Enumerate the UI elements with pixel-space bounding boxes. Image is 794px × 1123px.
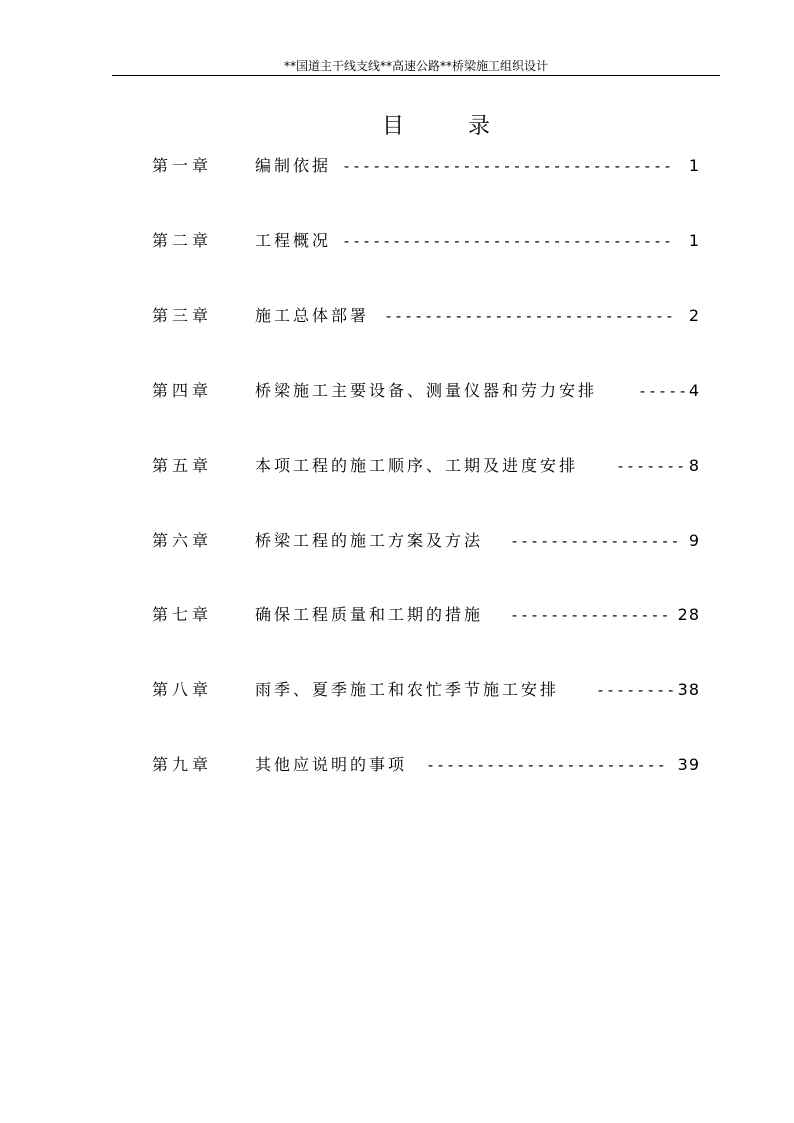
toc-chapter-label: 第六章 [152,531,213,550]
toc-entry-title: 其他应说明的事项 [255,755,408,774]
toc-leader: --------------------------------- [342,232,674,250]
toc-leader: --------------------------------- [342,157,674,175]
toc-page-number: 9 [688,531,700,550]
toc-entry[interactable] [152,602,702,628]
running-header: **国道主干线支线**高速公路**桥梁施工组织设计 [283,59,548,73]
toc-page-number: 8 [688,456,700,475]
toc-page-number: 2 [688,306,700,325]
toc-leader: ----- [638,382,689,400]
toc-chapter-label: 第二章 [152,231,213,250]
toc-page-number: 1 [688,231,700,250]
toc-entry-title: 编制依据 [255,156,332,175]
toc-page-number: 1 [688,156,700,175]
toc-chapter-label: 第七章 [152,605,213,624]
toc-leader: ----------------- [510,532,681,550]
toc-chapter-label: 第九章 [152,755,213,774]
toc-entry[interactable] [152,752,702,778]
toc-chapter-label: 第一章 [152,156,213,175]
toc-entry-title: 工程概况 [255,231,332,250]
toc-page-number: 4 [688,381,700,400]
toc-page-number: 38 [677,680,700,699]
toc-entry[interactable] [152,677,702,703]
toc-leader: ---------------- [510,606,671,624]
toc-entry[interactable] [152,453,702,479]
toc-chapter-label: 第八章 [152,680,213,699]
toc-entry-title: 雨季、夏季施工和农忙季节施工安排 [255,680,560,699]
toc-leader: -------- [596,681,677,699]
toc-entry[interactable] [152,303,702,329]
toc-entry[interactable] [152,153,702,179]
toc-entry[interactable] [152,528,702,554]
toc-entry-title: 桥梁施工主要设备、测量仪器和劳力安排 [255,381,598,400]
toc-page-number: 28 [677,605,700,624]
toc-page-number: 39 [677,755,700,774]
toc-chapter-label: 第三章 [152,306,213,325]
toc-entry[interactable] [152,228,702,254]
toc-entry-title: 本项工程的施工顺序、工期及进度安排 [255,456,579,475]
toc-leader: ------- [616,457,687,475]
toc-entry-title: 施工总体部署 [255,306,370,325]
toc-leader: ----------------------------- [384,307,675,325]
toc-title-part1: 目 [382,114,407,139]
toc-title-part2: 录 [468,114,493,139]
toc-chapter-label: 第四章 [152,381,213,400]
toc-leader: ------------------------ [426,756,667,774]
toc-entry[interactable] [152,378,702,404]
toc-entry-title: 桥梁工程的施工方案及方法 [255,531,484,550]
toc-chapter-label: 第五章 [152,456,213,475]
toc-entry-title: 确保工程质量和工期的措施 [255,605,484,624]
